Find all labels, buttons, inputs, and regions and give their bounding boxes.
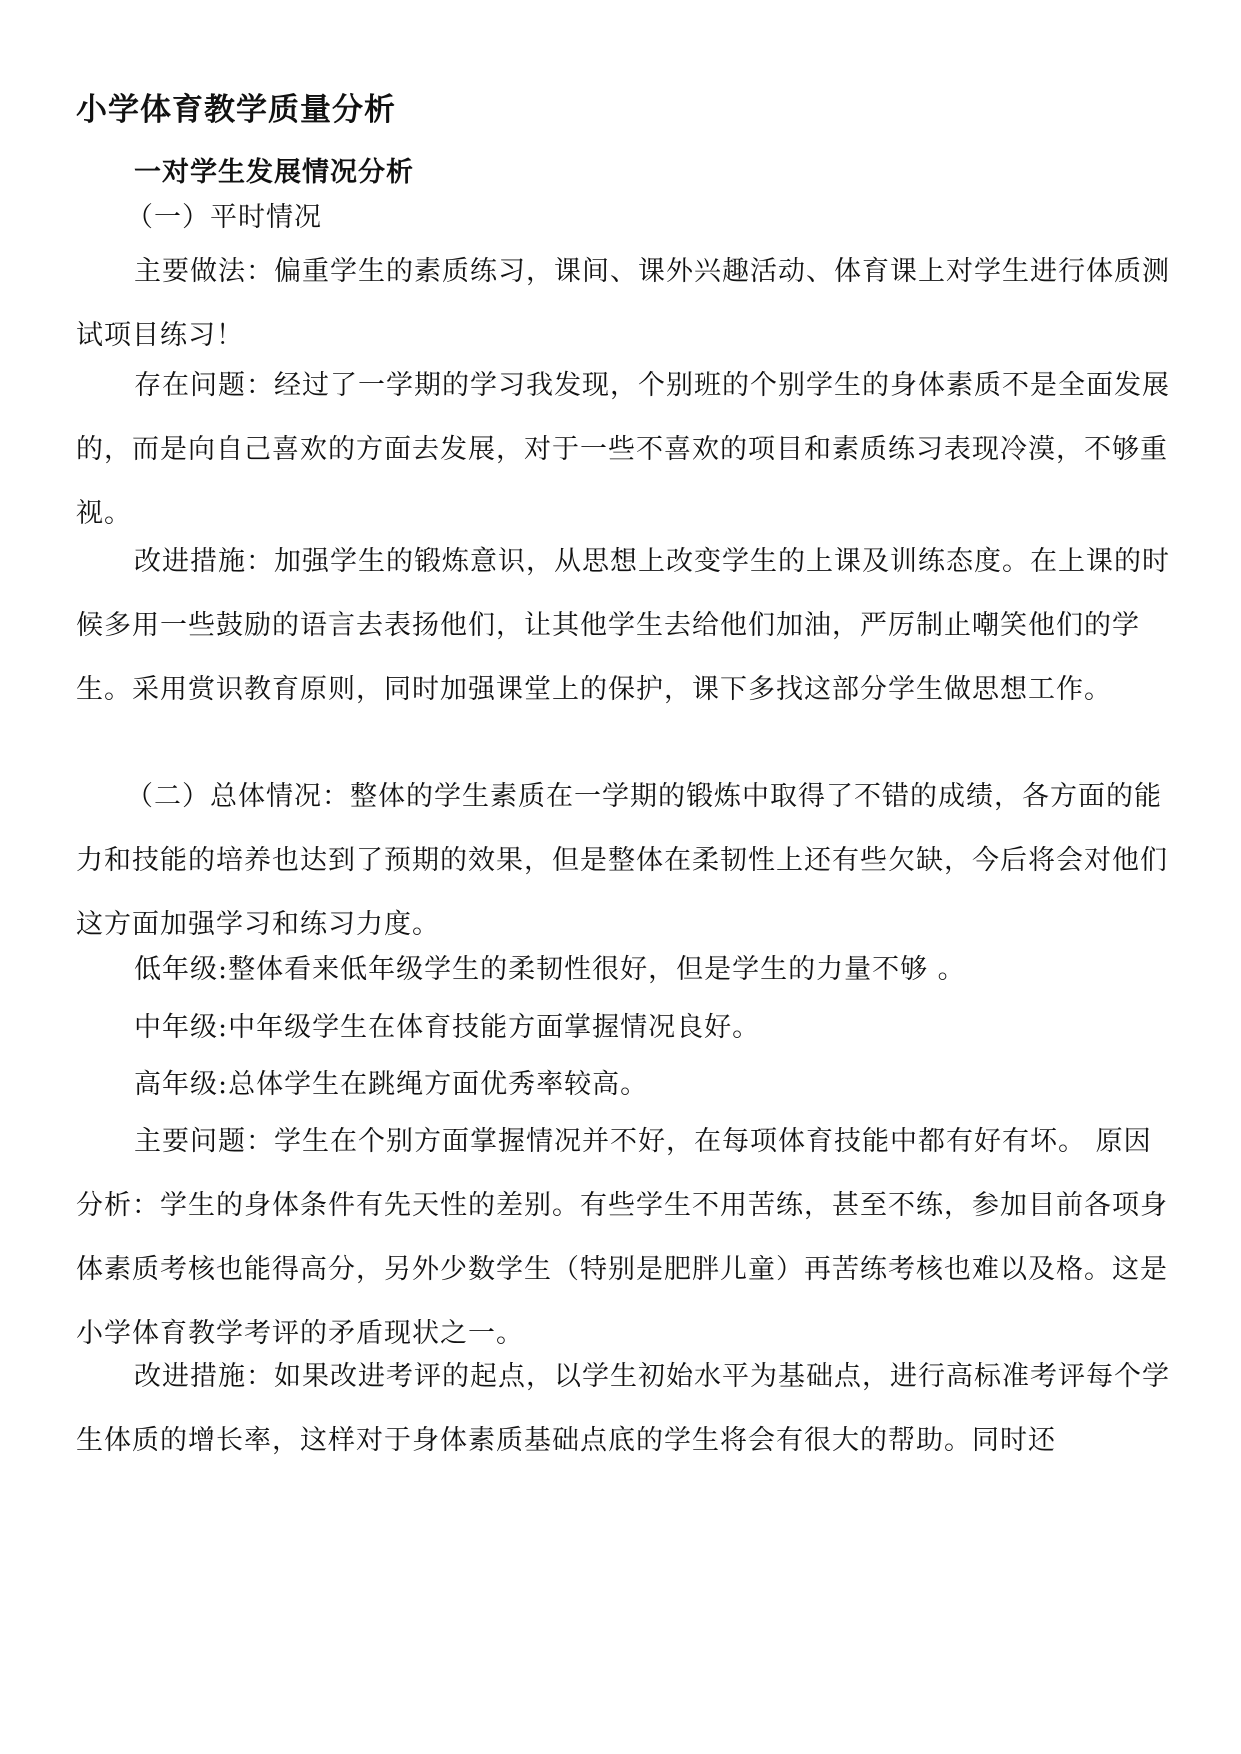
- paragraph-lower-grade: 低年级:整体看来低年级学生的柔韧性很好，但是学生的力量不够 。: [134, 954, 966, 985]
- paragraph-existing-problems: 存在问题：经过了一学期的学习我发现，个别班的个别学生的身体素质不是全面发展的，而是向自己喜欢的方面去发展，对于一些不喜欢的项目和素质练习表现冷漠，不够重视。: [76, 370, 1170, 529]
- paragraph-main-practice: 主要做法：偏重学生的素质练习，课间、课外兴趣活动、体育课上对学生进行体质测试项目练习！: [76, 256, 1170, 351]
- document-title: 小学体育教学质量分析: [76, 92, 396, 128]
- paragraph-upper-grade: 高年级:总体学生在跳绳方面优秀率较高。: [134, 1069, 649, 1100]
- paragraph-middle-grade: 中年级:中年级学生在体育技能方面掌握情况良好。: [134, 1012, 761, 1043]
- paragraph-improvement-measures-2: 改进措施：如果改进考评的起点，以学生初始水平为基础点，进行高标准考评每个学生体质的增长率，这样对于身体素质基础点底的学生将会有很大的帮助。同时还: [76, 1361, 1170, 1456]
- paragraph-improvement-measures: 改进措施：加强学生的锻炼意识，从思想上改变学生的上课及训练态度。在上课的时候多用一些鼓励的语言去表扬他们，让其他学生去给他们加油，严厉制止嘲笑他们的学生。采用赏识教育原则，同时加强课堂上的保护，课下多找这部分学生做思想工作。: [76, 546, 1170, 705]
- section-heading: 一对学生发展情况分析: [134, 157, 414, 188]
- paragraph-overall-situation: （二）总体情况：整体的学生素质在一学期的锻炼中取得了不错的成绩，各方面的能力和技能的培养也达到了预期的效果，但是整体在柔韧性上还有些欠缺，今后将会对他们这方面加强学习和练习力度。: [76, 781, 1168, 940]
- paragraph-main-problems: 主要问题：学生在个别方面掌握情况并不好，在每项体育技能中都有好有坏。 原因分析：学生的身体条件有先天性的差别。有些学生不用苦练，甚至不练，参加目前各项身体素质考核也能得高分，另外少数学生（特别是肥胖儿童）再苦练考核也难以及格。这是小学体育教学考评的矛盾现状之一。: [76, 1126, 1168, 1349]
- subsection-heading: （一）平时情况: [126, 202, 322, 233]
